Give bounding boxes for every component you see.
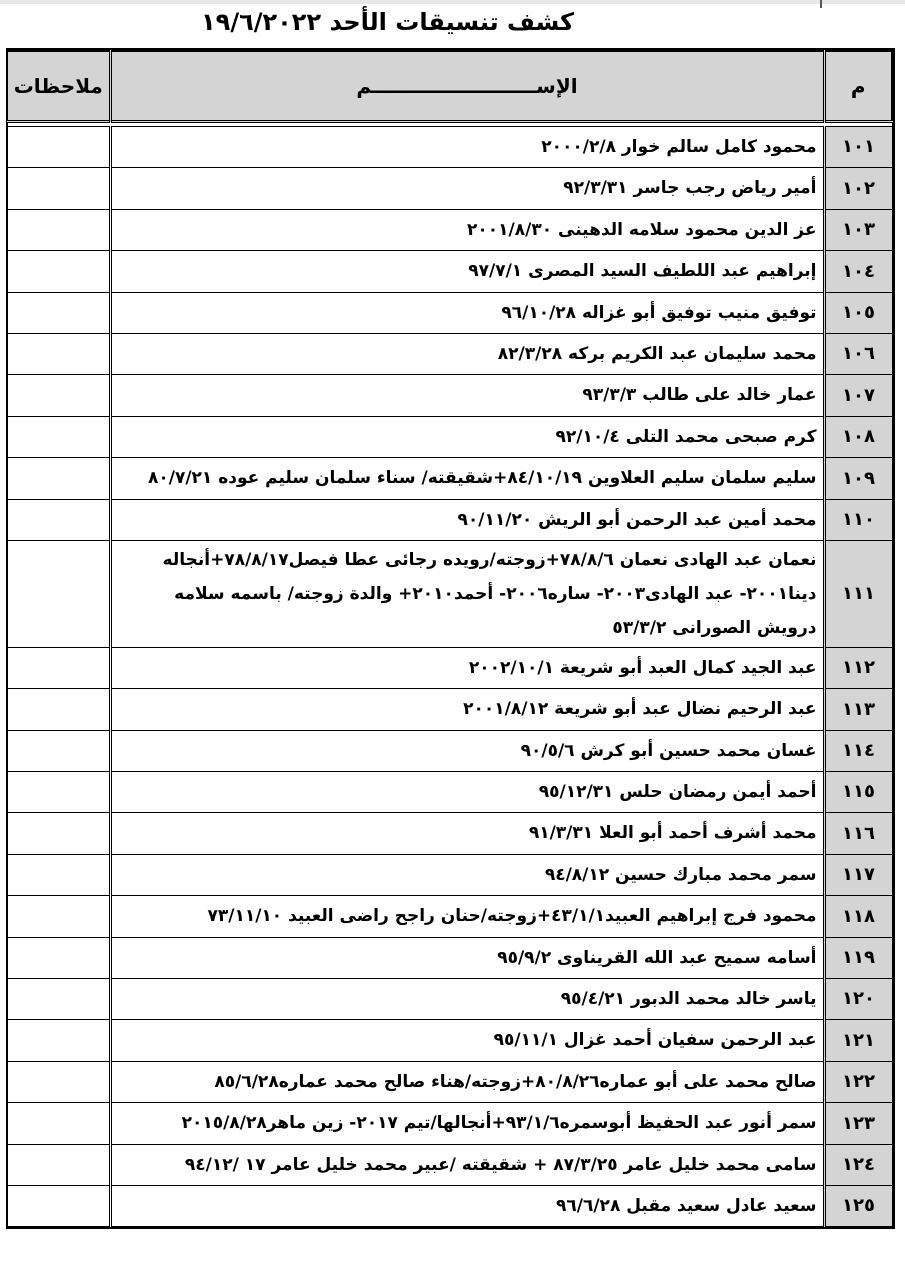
row-number: ١٠١: [824, 127, 892, 168]
row-notes: [7, 1144, 110, 1185]
table-row: [7, 937, 892, 978]
row-name: عبد الرحيم نضال عبد أبو شريعة ٢٠٠١/٨/١٢: [110, 689, 824, 730]
table-row: [7, 1103, 892, 1144]
row-number: ١٠٣: [824, 209, 892, 250]
table-row: [7, 333, 892, 374]
row-notes: [7, 813, 110, 854]
table-row: [7, 168, 892, 209]
table-row: [7, 375, 892, 416]
coordination-sheet: [6, 48, 895, 1229]
row-number: ١٠٩: [824, 458, 892, 499]
row-number: ١٠٥: [824, 292, 892, 333]
table-row: [7, 854, 892, 895]
row-name: صالح محمد على أبو عماره٨٠/٨/٢٦+زوجته/هناء صالح محمد عماره٨٥/٦/٢٨: [110, 1061, 824, 1102]
table-row: [7, 499, 892, 540]
table-row: [7, 416, 892, 457]
row-notes: [7, 168, 110, 209]
row-name: أمير رياض رجب جاسر ٩٢/٣/٣١: [110, 168, 824, 209]
row-notes: [7, 730, 110, 771]
row-name: عمار خالد على طالب ٩٣/٣/٣: [110, 375, 824, 416]
table-row: [7, 647, 892, 688]
row-name: سعيد عادل سعيد مقبل ٩٦/٦/٢٨: [110, 1185, 824, 1226]
row-name: محمد أمين عبد الرحمن أبو الريش ٩٠/١١/٢٠: [110, 499, 824, 540]
table-header-row: [7, 51, 892, 122]
row-notes: [7, 1061, 110, 1102]
row-number: ١١٦: [824, 813, 892, 854]
row-notes: [7, 647, 110, 688]
row-notes: [7, 375, 110, 416]
row-name: عبد الجيد كمال العبد أبو شريعة ٢٠٠٢/١٠/١: [110, 647, 824, 688]
row-notes: [7, 333, 110, 374]
row-number: ١٢٥: [824, 1185, 892, 1226]
table-row: [7, 292, 892, 333]
table-row: [7, 209, 892, 250]
row-notes: [7, 458, 110, 499]
row-number: ١٠٨: [824, 416, 892, 457]
table-body: [7, 127, 892, 1227]
row-name: أحمد أيمن رمضان حلس ٩٥/١٢/٣١: [110, 772, 824, 813]
table-row: [7, 1020, 892, 1061]
number-column-header: م: [824, 51, 892, 122]
row-number: ١٢١: [824, 1020, 892, 1061]
row-name: محمود كامل سالم خوار ٢٠٠٠/٢/٨: [110, 127, 824, 168]
row-notes: [7, 540, 110, 647]
row-name: عز الدين محمود سلامه الدهينى ٢٠٠١/٨/٣٠: [110, 209, 824, 250]
table-row: [7, 689, 892, 730]
row-number: ١٢٠: [824, 979, 892, 1020]
row-notes: [7, 416, 110, 457]
row-name: سمر أنور عبد الحفيظ أبوسمره٩٣/١/٦+أنجالها/تيم ٢٠١٧- زين ماهر٢٠١٥/٨/٢٨: [110, 1103, 824, 1144]
row-notes: [7, 1185, 110, 1226]
table-row: [7, 1185, 892, 1226]
row-notes: [7, 1020, 110, 1061]
row-notes: [7, 854, 110, 895]
row-notes: [7, 896, 110, 937]
row-number: ١١٥: [824, 772, 892, 813]
row-number: ١٠٧: [824, 375, 892, 416]
row-notes: [7, 772, 110, 813]
table-row: [7, 772, 892, 813]
table-row: [7, 127, 892, 168]
row-name: إبراهيم عبد اللطيف السيد المصرى ٩٧/٧/١: [110, 251, 824, 292]
table-row: [7, 1144, 892, 1185]
row-name: سليم سلمان سليم العلاوين ٨٤/١٠/١٩+شقيقته/ سناء سلمان سليم عوده ٨٠/٧/٢١: [110, 458, 824, 499]
page-title: كشف تنسيقات الأحد ١٩/٦/٢٠٢٢: [201, 8, 574, 36]
table-row: [7, 813, 892, 854]
top-edge-line: [0, 0, 905, 4]
row-name: غسان محمد حسين أبو كرش ٩٠/٥/٦: [110, 730, 824, 771]
row-name: ياسر خالد محمد الدبور ٩٥/٤/٢١: [110, 979, 824, 1020]
row-name: عبد الرحمن سفيان أحمد غزال ٩٥/١١/١: [110, 1020, 824, 1061]
table-row: [7, 251, 892, 292]
table-row: [7, 458, 892, 499]
row-number: ١٠٤: [824, 251, 892, 292]
row-notes: [7, 209, 110, 250]
names-table: [6, 50, 893, 1227]
row-number: ١١٣: [824, 689, 892, 730]
row-number: ١١١: [824, 540, 892, 647]
table-row: [7, 1061, 892, 1102]
row-name: محمد سليمان عبد الكريم بركه ٨٢/٣/٢٨: [110, 333, 824, 374]
table-row: [7, 730, 892, 771]
table-row: [7, 540, 892, 647]
row-number: ١٢٣: [824, 1103, 892, 1144]
row-notes: [7, 979, 110, 1020]
table-row: [7, 979, 892, 1020]
row-name: أسامه سميح عبد الله القريناوى ٩٥/٩/٢: [110, 937, 824, 978]
row-number: ١٢٤: [824, 1144, 892, 1185]
row-number: ١١٤: [824, 730, 892, 771]
row-number: ١٢٢: [824, 1061, 892, 1102]
row-name: توفيق منيب توفيق أبو غزاله ٩٦/١٠/٢٨: [110, 292, 824, 333]
table-row: [7, 896, 892, 937]
row-number: ١١٠: [824, 499, 892, 540]
row-notes: [7, 499, 110, 540]
row-notes: [7, 1103, 110, 1144]
row-name: محمد أشرف أحمد أبو العلا ٩١/٣/٣١: [110, 813, 824, 854]
row-number: ١١٧: [824, 854, 892, 895]
row-notes: [7, 689, 110, 730]
row-number: ١٠٢: [824, 168, 892, 209]
row-number: ١٠٦: [824, 333, 892, 374]
row-notes: [7, 937, 110, 978]
row-notes: [7, 251, 110, 292]
notes-column-header: ملاحظات: [7, 51, 110, 122]
row-number: ١١٨: [824, 896, 892, 937]
row-name: كرم صبحى محمد التلى ٩٢/١٠/٤: [110, 416, 824, 457]
name-column-header: الإســــــــــــــــــــــــم: [110, 51, 824, 122]
row-number: ١١٢: [824, 647, 892, 688]
row-notes: [7, 292, 110, 333]
row-name: نعمان عبد الهادى نعمان ٧٨/٨/٦+زوجته/رويده رجائى عطا فيصل٧٨/٨/١٧+أنجاله دينا٢٠٠١- عبد الهادى٢٠٠٣- ساره٢٠٠٦- أحمد٢٠١٠+ والدة زوجته/ باسمه سلامه درويش الصورانى ٥٣/٣/٢: [110, 540, 824, 647]
row-number: ١١٩: [824, 937, 892, 978]
row-name: سامى محمد خليل عامر ٨٧/٣/٢٥ + شقيقته /عبير محمد خليل عامر ١٧ /٩٤/١٢: [110, 1144, 824, 1185]
row-notes: [7, 127, 110, 168]
row-name: سمر محمد مبارك حسين ٩٤/٨/١٢: [110, 854, 824, 895]
row-name: محمود فرج إبراهيم العبيد٤٣/١/١+زوجته/حنان راجح راضى العبيد ٧٣/١١/١٠: [110, 896, 824, 937]
